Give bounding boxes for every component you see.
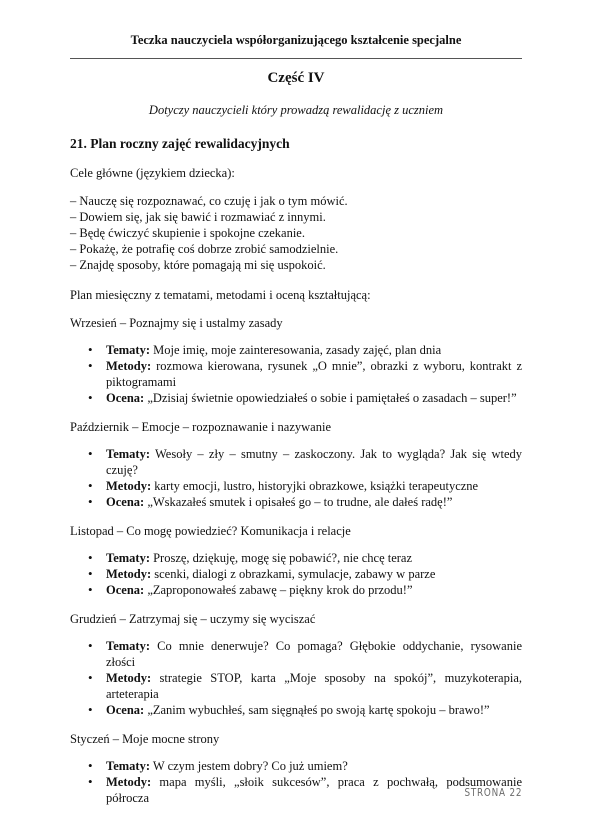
goals-list — [70, 193, 522, 273]
month-title-styczen: Styczeń – Moje mocne strony — [70, 732, 220, 746]
list-item — [70, 638, 522, 670]
list-item — [70, 758, 522, 774]
main-content — [70, 136, 522, 819]
item-key: Tematy: — [106, 343, 150, 357]
list-item — [70, 670, 522, 702]
item-key: Tematy: — [106, 447, 150, 461]
item-text: „Zanim wybuchłeś, sam sięgnąłeś po swoją kartę spokoju – brawo!” — [144, 703, 490, 717]
list-item — [70, 550, 522, 566]
item-key: Metody: — [106, 671, 152, 685]
list-item — [70, 478, 522, 494]
plan-label: Plan miesięczny z tematami, metodami i oceną kształtującą: — [70, 288, 371, 302]
item-text: „Dzisiaj świetnie opowiedziałeś o sobie i pamiętałeś o zasadach – super!” — [144, 391, 517, 405]
item-text: scenki, dialogi z obrazkami, symulacje, zabawy w parze — [151, 567, 436, 581]
list-item — [70, 702, 522, 718]
item-text: „Zaproponowałeś zabawę – piękny krok do przodu!” — [144, 583, 413, 597]
goal-item: – Nauczę się rozpoznawać, co czuję i jak o tym mówić. — [70, 194, 348, 208]
goal-item: – Będę ćwiczyć skupienie i spokojne czekanie. — [70, 226, 305, 240]
item-text: strategie STOP, karta „Moje sposoby na spokój”, muzykoterapia, arteterapia — [106, 671, 522, 701]
part-title: Część IV — [267, 70, 325, 86]
list-item — [70, 494, 522, 510]
list-item — [70, 566, 522, 582]
list-item — [70, 358, 522, 390]
header-title: Teczka nauczyciela współorganizującego kształcenie specjalne — [130, 33, 462, 47]
section-title: 21. Plan roczny zajęć rewalidacyjnych — [70, 136, 290, 151]
list-item — [70, 582, 522, 598]
item-key: Ocena: — [106, 703, 145, 717]
list-item — [70, 390, 522, 406]
item-text: Wesoły – zły – smutny – zaskoczony. Jak to wygląda? Jak się wtedy czuję? — [106, 447, 522, 477]
item-text: rozmowa kierowana, rysunek „O mnie”, obrazki z wyboru, kontrakt z piktogramami — [106, 359, 522, 389]
item-key: Metody: — [106, 567, 152, 581]
item-text: W czym jestem dobry? Co już umiem? — [149, 759, 348, 773]
month-items — [70, 638, 522, 718]
item-text: karty emocji, lustro, historyjki obrazkowe, książki terapeutyczne — [151, 479, 479, 493]
item-key: Ocena: — [106, 391, 145, 405]
item-key: Tematy: — [106, 759, 150, 773]
page-number: STRONA 22 — [464, 786, 522, 799]
goal-item: – Znajdę sposoby, które pomagają mi się uspokoić. — [70, 258, 326, 272]
item-key: Ocena: — [106, 495, 145, 509]
item-text: Moje imię, moje zainteresowania, zasady zajęć, plan dnia — [149, 343, 442, 357]
item-key: Metody: — [106, 775, 152, 789]
item-text: mapa myśli, „słoik sukcesów”, praca z pochwałą, podsumowanie półrocza — [106, 775, 522, 805]
month-items — [70, 342, 522, 406]
item-key: Metody: — [106, 479, 152, 493]
item-text: „Wskazałeś smutek i opisałeś go – to trudne, ale dałeś radę!” — [144, 495, 453, 509]
item-key: Metody: — [106, 359, 152, 373]
list-item — [70, 774, 522, 806]
month-items — [70, 550, 522, 598]
month-title-wrzesien: Wrzesień – Poznajmy się i ustalmy zasady — [70, 316, 283, 330]
item-text: Proszę, dziękuję, mogę się pobawić?, nie chcę teraz — [149, 551, 413, 565]
month-title-grudzien: Grudzień – Zatrzymaj się – uczymy się wyciszać — [70, 612, 316, 626]
goals-label: Cele główne (językiem dziecka): — [70, 166, 235, 180]
item-key: Tematy: — [106, 639, 150, 653]
month-items — [70, 758, 522, 806]
list-item — [70, 342, 522, 358]
month-items — [70, 446, 522, 510]
part-subtitle: Dotyczy nauczycieli który prowadzą rewalidację z uczniem — [148, 103, 444, 117]
goal-item: – Dowiem się, jak się bawić i rozmawiać z innymi. — [70, 210, 326, 224]
list-item — [70, 446, 522, 478]
item-text: Co mnie denerwuje? Co pomaga? Głębokie oddychanie, rysowanie złości — [106, 639, 522, 669]
month-title-listopad: Listopad – Co mogę powiedzieć? Komunikacja i relacje — [70, 524, 351, 538]
item-key: Tematy: — [106, 551, 150, 565]
month-title-pazdziernik: Październik – Emocje – rozpoznawanie i nazywanie — [70, 420, 331, 434]
header-divider — [70, 58, 522, 59]
item-key: Ocena: — [106, 583, 145, 597]
goal-item: – Pokażę, że potrafię coś dobrze zrobić samodzielnie. — [70, 242, 339, 256]
